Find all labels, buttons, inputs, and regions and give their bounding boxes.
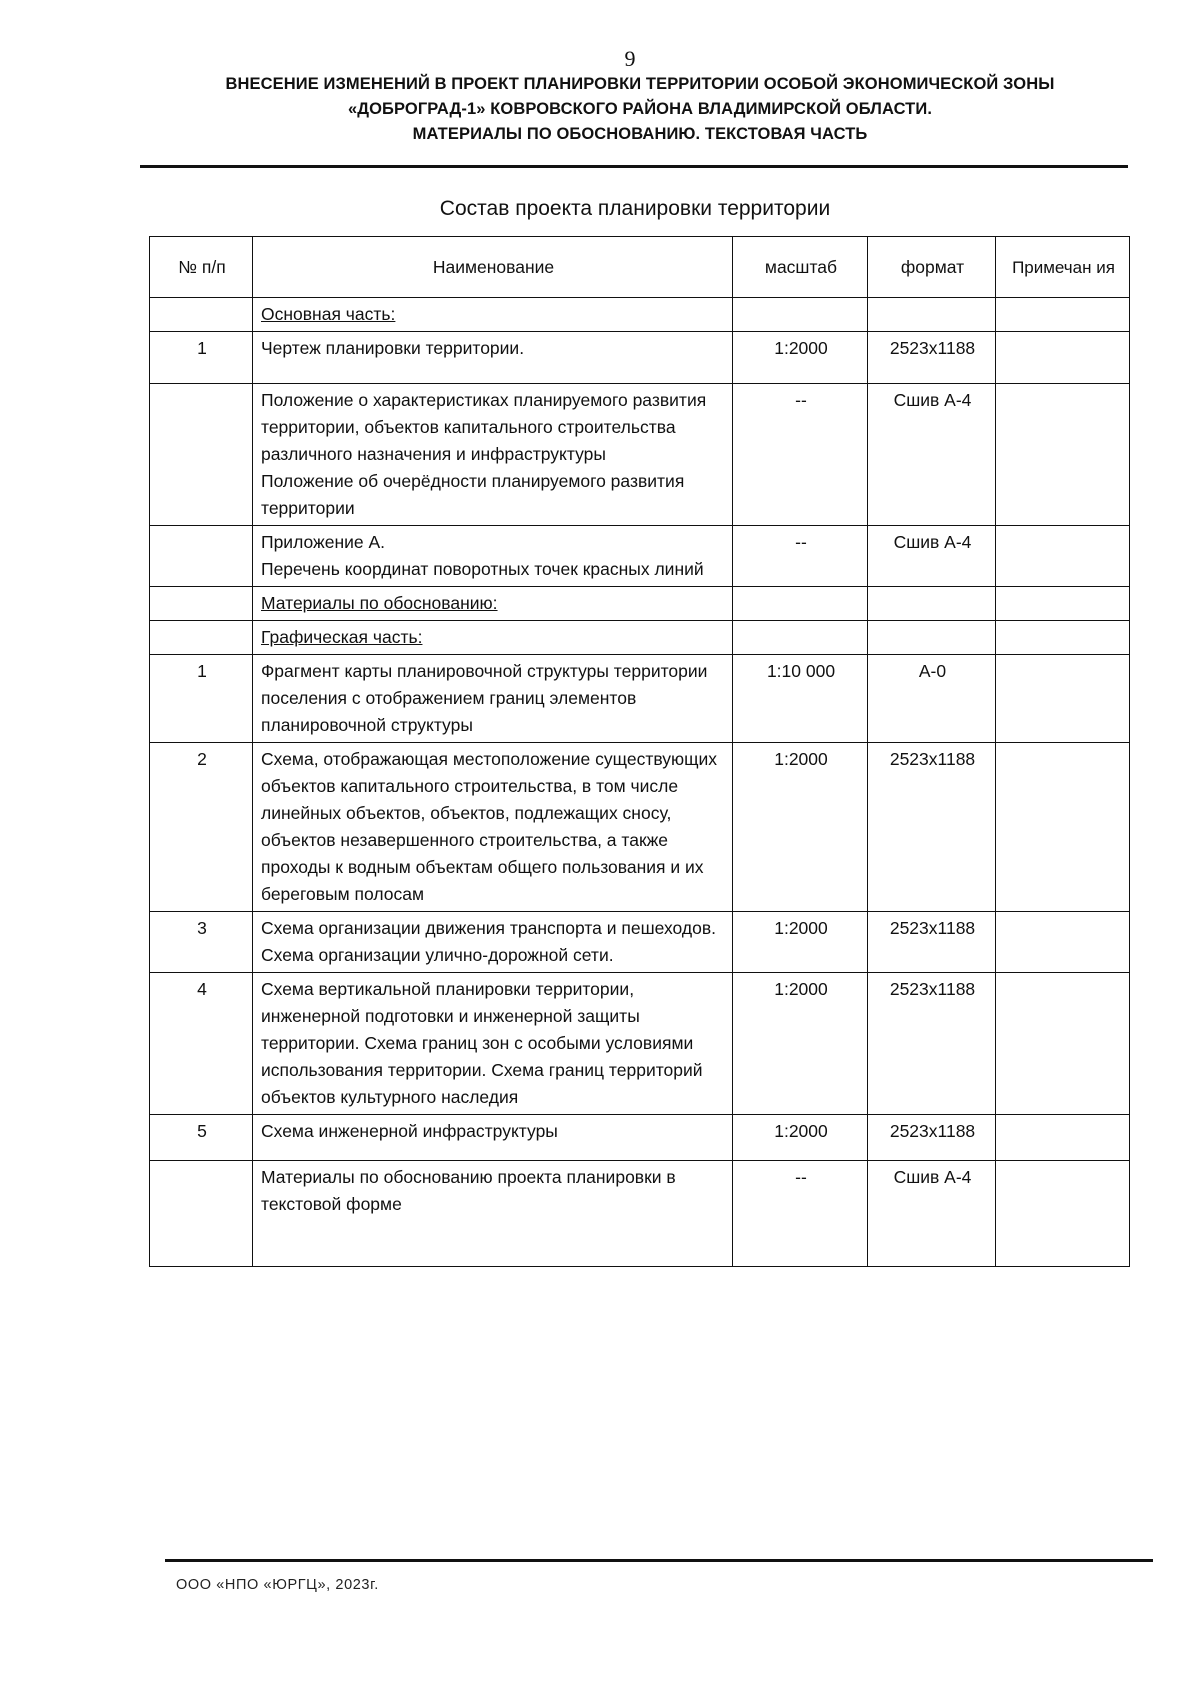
row-note (996, 743, 1130, 912)
table-row (150, 743, 1130, 912)
row-name: Приложение А. Перечень координат поворотных точек красных линий (253, 526, 733, 587)
row-note (996, 1161, 1130, 1267)
table-row (150, 332, 1130, 384)
header-line-2: «ДОБРОГРАД-1» КОВРОВСКОГО РАЙОНА ВЛАДИМИРСКОЙ ОБЛАСТИ. (347, 100, 933, 118)
table-row (150, 621, 1130, 655)
row-name: Материалы по обоснованию проекта планировки в текстовой форме (253, 1161, 733, 1267)
row-num: 3 (150, 912, 253, 973)
table-row (150, 298, 1130, 332)
row-note (996, 655, 1130, 743)
row-format (868, 621, 996, 655)
row-note (996, 332, 1130, 384)
row-format (868, 298, 996, 332)
table-row (150, 1161, 1130, 1267)
row-name: Схема организации движения транспорта и пешеходов. Схема организации улично-дорожной сети. (253, 912, 733, 973)
row-name: Схема, отображающая местоположение существующих объектов капитального строительства, в том числе линейных объектов, объектов, подлежащих сносу, объектов незавершенного строительства, а также проходы к водным объектам общего пользования и их береговым полосам (253, 743, 733, 912)
row-note (996, 587, 1130, 621)
row-num (150, 384, 253, 526)
document-header (150, 72, 1130, 147)
row-format: 2523x1188 (868, 332, 996, 384)
header-divider (140, 165, 1128, 168)
row-note (996, 912, 1130, 973)
row-format (868, 587, 996, 621)
header-note: Примечан ия (996, 237, 1130, 298)
row-name: Материалы по обоснованию: (253, 587, 733, 621)
row-scale (733, 587, 868, 621)
row-num: 2 (150, 743, 253, 912)
footer-divider (165, 1559, 1153, 1562)
table-row (150, 526, 1130, 587)
row-name: Положение о характеристиках планируемого развития территории, объектов капитального строительства различного назначения и инфраструктуры Положение об очерёдности планируемого развития территории (253, 384, 733, 526)
row-scale: 1:2000 (733, 973, 868, 1115)
row-format: Сшив А-4 (868, 526, 996, 587)
footer-company: ООО «НПО «ЮРГЦ», 2023г. (176, 1577, 379, 1593)
header-name: Наименование (253, 237, 733, 298)
row-format: Сшив А-4 (868, 1161, 996, 1267)
row-scale: 1:2000 (733, 332, 868, 384)
page-number: 9 (624, 46, 636, 71)
row-scale: -- (733, 1161, 868, 1267)
row-num: 1 (150, 655, 253, 743)
row-num (150, 621, 253, 655)
row-scale: 1:2000 (733, 743, 868, 912)
row-scale: 1:2000 (733, 912, 868, 973)
table-row (150, 655, 1130, 743)
table-row (150, 384, 1130, 526)
header-line-3: МАТЕРИАЛЫ ПО ОБОСНОВАНИЮ. ТЕКСТОВАЯ ЧАСТЬ (412, 125, 868, 143)
row-scale: -- (733, 526, 868, 587)
row-name: Основная часть: (253, 298, 733, 332)
row-scale: 1:2000 (733, 1115, 868, 1161)
row-scale: -- (733, 384, 868, 526)
row-name: Схема вертикальной планировки территории, инженерной подготовки и инженерной защиты территории. Схема границ зон с особыми условиями использования территории. Схема границ территорий объектов культурного наследия (253, 973, 733, 1115)
row-num (150, 1161, 253, 1267)
row-note (996, 973, 1130, 1115)
table-row (150, 1115, 1130, 1161)
row-format: 2523x1188 (868, 1115, 996, 1161)
row-num (150, 298, 253, 332)
row-note (996, 384, 1130, 526)
row-note (996, 298, 1130, 332)
row-num: 5 (150, 1115, 253, 1161)
row-name: Фрагмент карты планировочной структуры территории поселения с отображением границ элементов планировочной структуры (253, 655, 733, 743)
header-format: формат (868, 237, 996, 298)
row-scale (733, 298, 868, 332)
table-row (150, 912, 1130, 973)
table-row (150, 587, 1130, 621)
header-num: № п/п (150, 237, 253, 298)
row-note (996, 526, 1130, 587)
row-name: Чертеж планировки территории. (253, 332, 733, 384)
row-num (150, 587, 253, 621)
row-name: Схема инженерной инфраструктуры (253, 1115, 733, 1161)
row-format: А-0 (868, 655, 996, 743)
row-format: 2523x1188 (868, 973, 996, 1115)
section-title: Состав проекта планировки территории (439, 197, 831, 220)
row-num: 1 (150, 332, 253, 384)
row-scale: 1:10 000 (733, 655, 868, 743)
row-note (996, 621, 1130, 655)
composition-table (149, 236, 1130, 1267)
row-scale (733, 621, 868, 655)
header-line-1: ВНЕСЕНИЕ ИЗМЕНЕНИЙ В ПРОЕКТ ПЛАНИРОВКИ ТЕРРИТОРИИ ОСОБОЙ ЭКОНОМИЧЕСКОЙ ЗОНЫ (225, 75, 1055, 93)
header-scale: масштаб (733, 237, 868, 298)
table-header-row (150, 237, 1130, 298)
row-format: 2523x1188 (868, 912, 996, 973)
table-row (150, 973, 1130, 1115)
row-format: Сшив А-4 (868, 384, 996, 526)
row-num: 4 (150, 973, 253, 1115)
row-num (150, 526, 253, 587)
row-note (996, 1115, 1130, 1161)
row-name: Графическая часть: (253, 621, 733, 655)
row-format: 2523x1188 (868, 743, 996, 912)
